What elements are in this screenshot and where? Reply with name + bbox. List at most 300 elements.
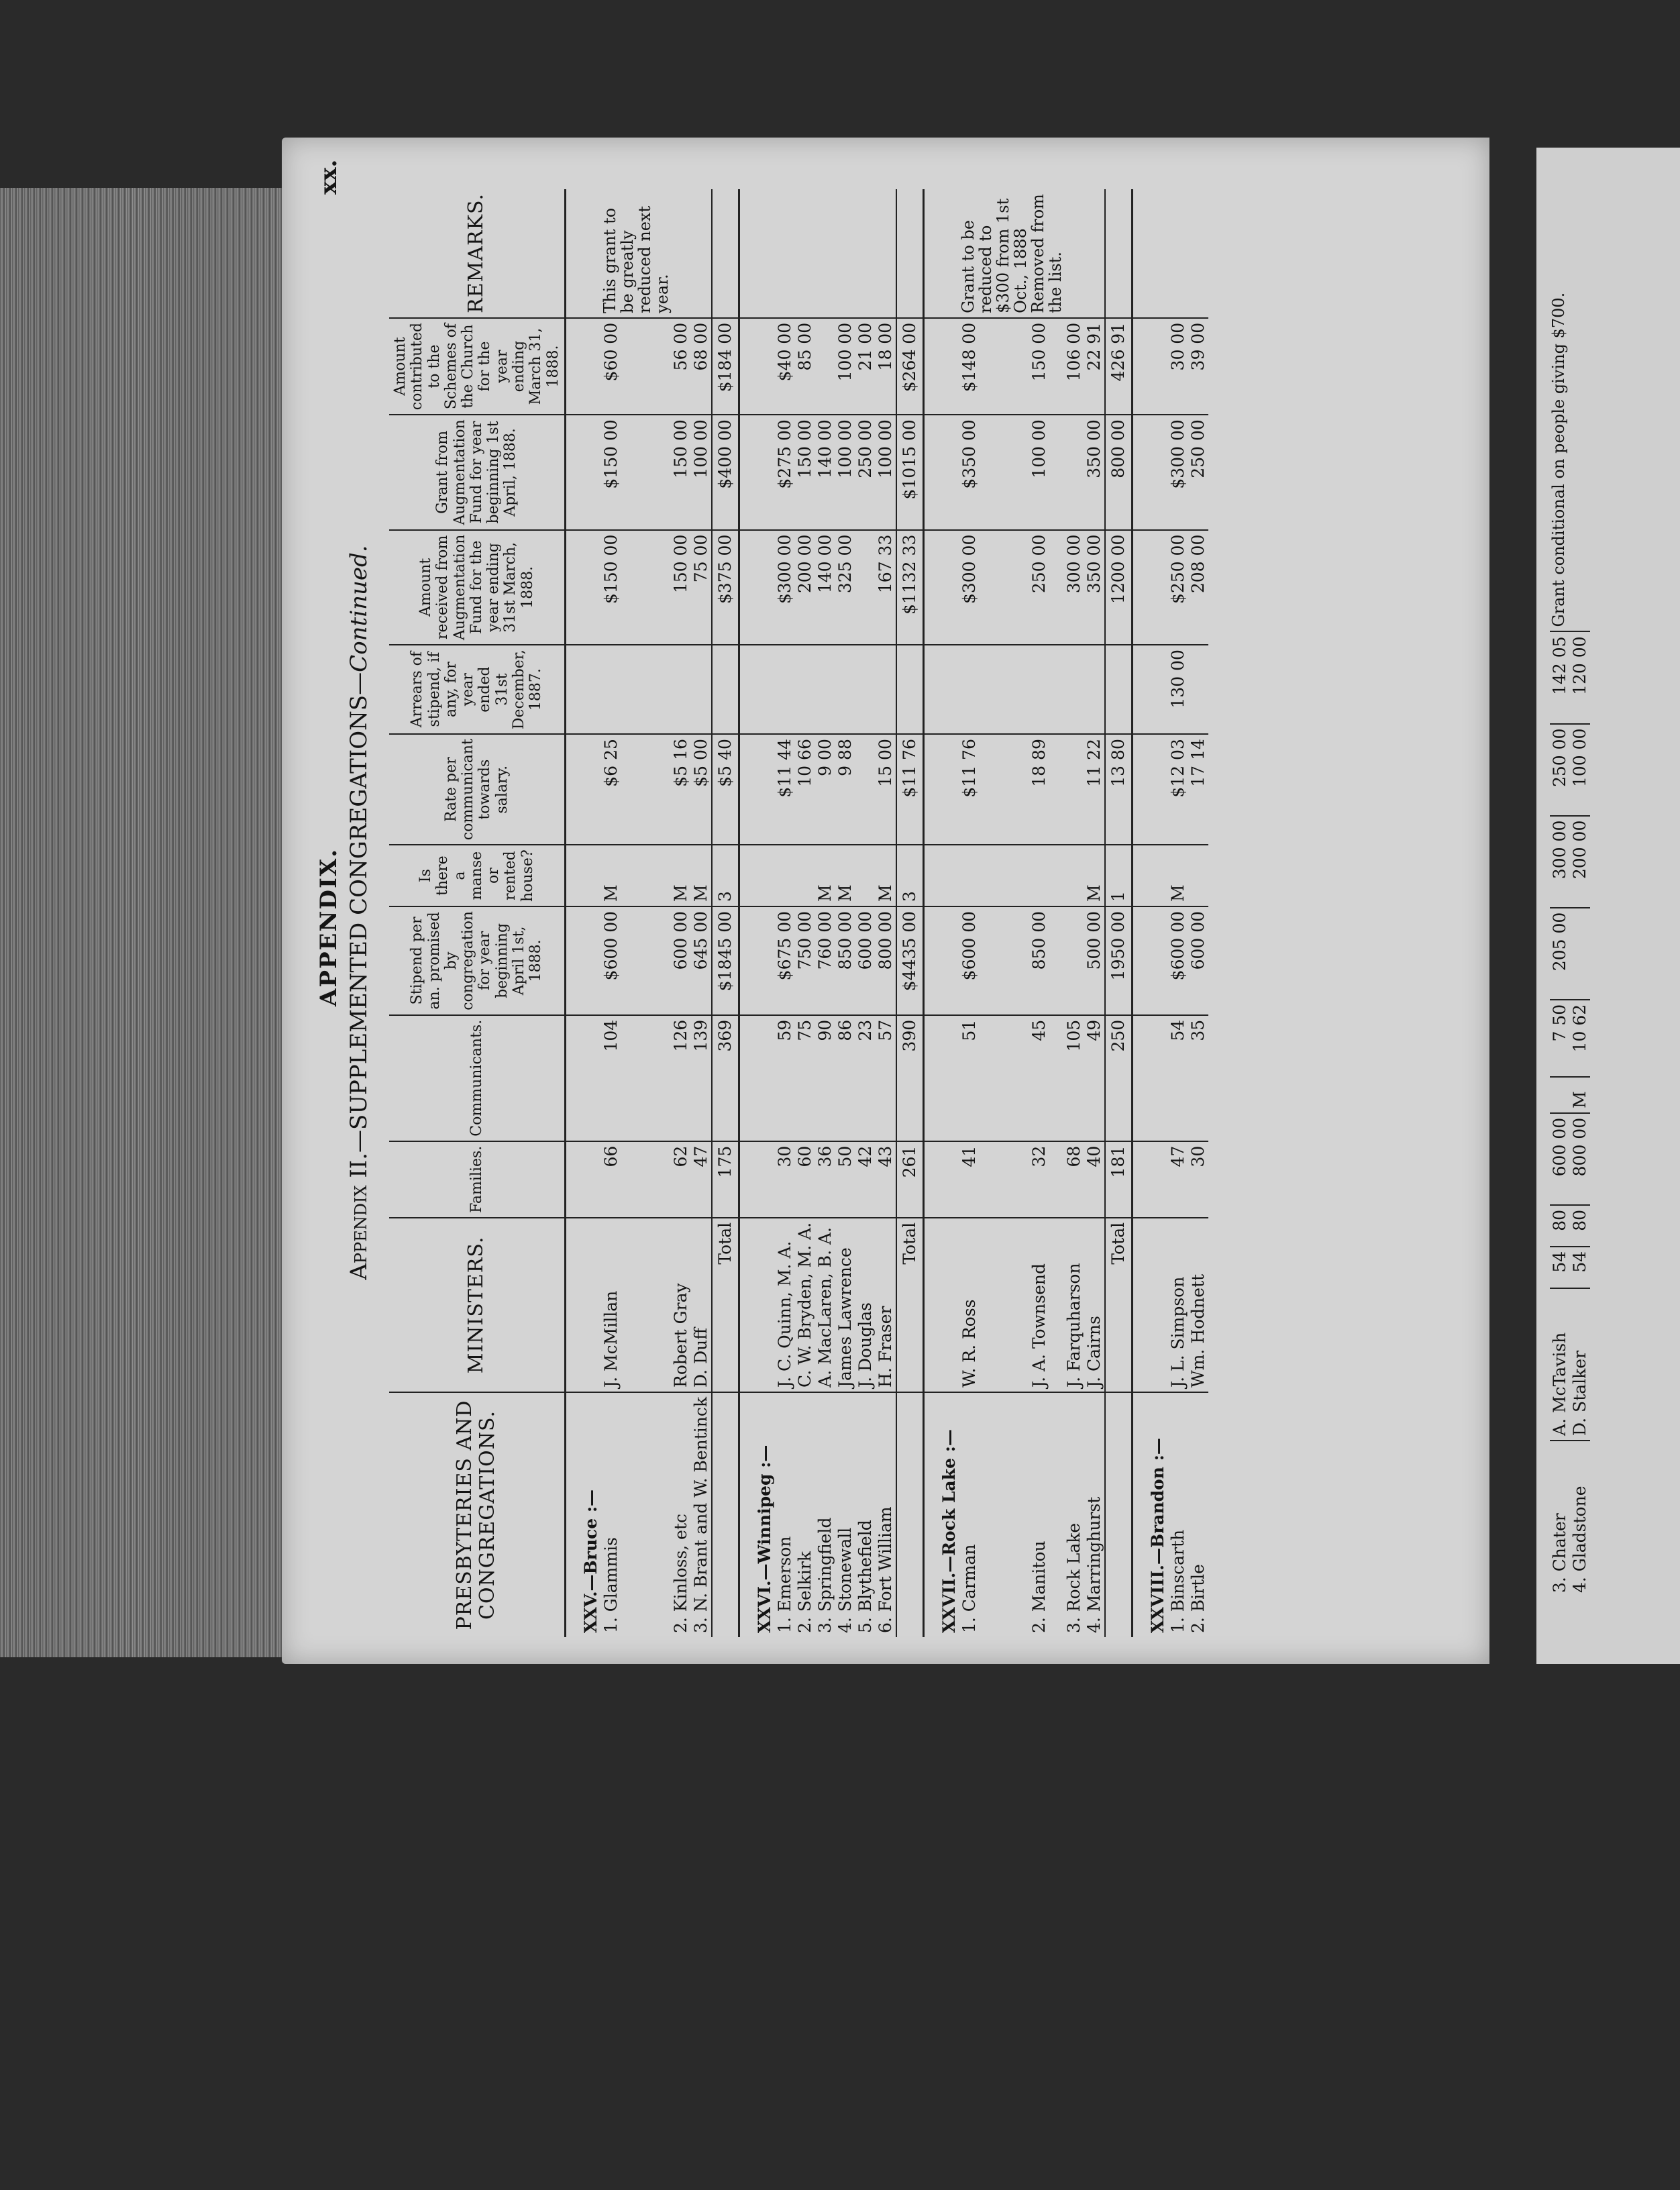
empty-cell xyxy=(1132,189,1168,318)
total-contr: $184 00 xyxy=(712,318,739,415)
cell-arr xyxy=(835,645,855,734)
cell-min: J. Douglas xyxy=(855,1218,876,1392)
cell-rec: 300 00 xyxy=(1550,816,1570,908)
cell-stip: 500 00 xyxy=(1084,906,1105,1015)
right-page-rotated xyxy=(1536,148,1680,1664)
total-label: Total xyxy=(896,1218,924,1392)
cell-grant: 100 00 xyxy=(1570,724,1590,816)
empty-cell xyxy=(739,415,775,529)
continuation-table xyxy=(1550,168,1590,1597)
cell-com: 105 xyxy=(1064,1015,1084,1141)
cell-min: J. A. Townsend xyxy=(1029,1218,1064,1392)
cell-contr: $148 00 xyxy=(959,318,1029,415)
cell-grant xyxy=(1064,415,1084,529)
empty-cell xyxy=(1132,845,1168,906)
cell-com: 51 xyxy=(959,1015,1029,1141)
cell-com: 45 xyxy=(1029,1015,1064,1141)
total-com: 250 xyxy=(1105,1015,1133,1141)
cell-cong: 2. Manitou xyxy=(1029,1541,1049,1633)
cell-manse: M xyxy=(1570,1077,1590,1113)
cell-cong: 3. N. Brant and W. Bentinck xyxy=(690,1396,711,1633)
cell-cong: 4. Marringhurst xyxy=(1084,1496,1104,1633)
cell-arr xyxy=(691,645,712,734)
cell-grant: $300 00 xyxy=(1168,415,1188,529)
header-arrears: Arrears of stipend, if any, for year ended 31st December, 1887. xyxy=(389,645,565,734)
table-row xyxy=(835,189,855,1637)
cell-manse xyxy=(855,845,876,906)
total-fam: 175 xyxy=(712,1141,739,1218)
table-row xyxy=(1168,189,1188,1637)
cell-rec: 350 00 xyxy=(1084,530,1105,645)
cell-min: J. McMillan xyxy=(601,1218,671,1392)
cell-cong: 3. Rock Lake xyxy=(1063,1522,1084,1633)
table-row xyxy=(855,189,876,1637)
total-stip: $4435 00 xyxy=(896,906,924,1015)
table-row xyxy=(959,189,1029,1637)
total-rem xyxy=(896,189,924,318)
total-grant: $1015 00 xyxy=(896,415,924,529)
cell-arr xyxy=(1570,908,1590,1000)
cell-rem xyxy=(1168,189,1188,318)
presbytery-name: XXVIII.—Brandon :— xyxy=(1147,1438,1167,1633)
cell-grant: 250 00 xyxy=(1188,415,1208,529)
presbytery-heading-row xyxy=(739,189,775,1637)
cell-min: H. Fraser xyxy=(876,1218,896,1392)
cell-arr xyxy=(1064,645,1084,734)
cell-arr: 205 00 xyxy=(1550,908,1570,1000)
cell-fam: 40 xyxy=(1084,1141,1105,1218)
cell-min: D. Stalker xyxy=(1570,1288,1590,1441)
continuation-body xyxy=(1550,168,1590,1597)
cell-fam: 43 xyxy=(876,1141,896,1218)
cell-min: J. L. Simpson xyxy=(1168,1218,1188,1392)
cell-contr: 150 00 xyxy=(1029,318,1064,415)
cell-arr xyxy=(1084,645,1105,734)
cell-cong: 1. Binscarth xyxy=(1167,1529,1188,1633)
cell-manse xyxy=(795,845,815,906)
cell-rec: $300 00 xyxy=(775,530,795,645)
cell-rem xyxy=(1084,189,1105,318)
header-contributed: Amount contributed to the Schemes of the Church for the year ending March 31, 1888. xyxy=(389,318,565,415)
cell-fam: 36 xyxy=(815,1141,835,1218)
empty-cell xyxy=(565,1141,601,1218)
empty-cell xyxy=(739,1218,775,1392)
table-row xyxy=(1084,189,1105,1637)
header-ministers: MINISTERS. xyxy=(389,1218,565,1392)
cell-cong: 3. Chater xyxy=(1550,1513,1569,1593)
cell-min: D. Duff xyxy=(691,1218,712,1392)
table-row xyxy=(671,189,691,1637)
cell-rate: 7 50 xyxy=(1550,1000,1570,1078)
cell-manse xyxy=(1550,1077,1570,1113)
cell-rec: 167 33 xyxy=(876,530,896,645)
table-row xyxy=(1188,189,1208,1637)
cell-rate: 17 14 xyxy=(1188,734,1208,845)
cell-grant: 140 00 xyxy=(815,415,835,529)
empty-cell xyxy=(565,415,601,529)
table-row xyxy=(795,189,815,1637)
total-com: 390 xyxy=(896,1015,924,1141)
cell-rate: $5 00 xyxy=(691,734,712,845)
cell-arr xyxy=(876,645,896,734)
page-number: xx. xyxy=(315,159,342,195)
cell-contr: 142 05 xyxy=(1550,631,1570,723)
cell-rec: $150 00 xyxy=(601,530,671,645)
empty-cell xyxy=(565,645,601,734)
cell-fam: 54 xyxy=(1570,1247,1590,1288)
cell-contr: 21 00 xyxy=(855,318,876,415)
empty-cell xyxy=(565,530,601,645)
empty-cell xyxy=(1132,1141,1168,1218)
total-stip: $1845 00 xyxy=(712,906,739,1015)
cell-rate: 11 22 xyxy=(1084,734,1105,845)
cell-cong: 2. Selkirk xyxy=(794,1551,815,1633)
cell-rem xyxy=(855,189,876,318)
cell-min: J. C. Quinn, M. A. xyxy=(775,1218,795,1392)
cell-rec: 140 00 xyxy=(815,530,835,645)
cell-stip: 600 00 xyxy=(1550,1113,1570,1205)
cell-stip: $600 00 xyxy=(959,906,1029,1015)
cell-cong: 6. Fort William xyxy=(875,1506,895,1633)
book-page-edges xyxy=(0,188,295,1657)
cell-com: 80 xyxy=(1570,1205,1590,1247)
header-received: Amount received from Augmentation Fund for the year ending 31st March, 1888. xyxy=(389,530,565,645)
empty-cell xyxy=(1132,530,1168,645)
table-row xyxy=(1064,189,1084,1637)
left-page xyxy=(282,138,1489,1664)
cell-grant: 350 00 xyxy=(1084,415,1105,529)
cell-manse xyxy=(959,845,1029,906)
cell-min: James Lawrence xyxy=(835,1218,855,1392)
cell-rec: 250 00 xyxy=(1029,530,1064,645)
supplemented-congregations-table xyxy=(389,189,1208,1637)
cell-arr xyxy=(959,645,1029,734)
presbytery-heading-row xyxy=(565,189,601,1637)
cell-com: 59 xyxy=(775,1015,795,1141)
total-manse: 3 xyxy=(712,845,739,906)
cell-rate: 15 00 xyxy=(876,734,896,845)
cell-rate: $12 03 xyxy=(1168,734,1188,845)
cell-contr: 106 00 xyxy=(1064,318,1084,415)
cell-fam: 50 xyxy=(835,1141,855,1218)
header-manse: Is there a manse or rented house? xyxy=(389,845,565,906)
cell-contr: 18 00 xyxy=(876,318,896,415)
cell-rem xyxy=(1064,189,1084,318)
cell-rem xyxy=(876,189,896,318)
title-continued: Continued. xyxy=(346,545,372,672)
cell-rem: This grant to be greatly reduced next year. xyxy=(601,189,671,318)
cell-fam: 32 xyxy=(1029,1141,1064,1218)
cell-fam: 68 xyxy=(1064,1141,1084,1218)
total-rem xyxy=(1105,189,1133,318)
empty-cell xyxy=(923,1015,959,1141)
cell-manse xyxy=(1188,845,1208,906)
empty-cell xyxy=(1105,1392,1133,1637)
total-arr xyxy=(896,645,924,734)
empty-cell xyxy=(712,1392,739,1637)
table-row xyxy=(876,189,896,1637)
cell-grant: $350 00 xyxy=(959,415,1029,529)
cell-cong: 5. Blythefield xyxy=(855,1520,875,1633)
total-contr: $264 00 xyxy=(896,318,924,415)
empty-cell xyxy=(739,1015,775,1141)
cell-rec: 150 00 xyxy=(671,530,691,645)
cell-stip: 750 00 xyxy=(795,906,815,1015)
cell-min: Robert Gray xyxy=(671,1218,691,1392)
cell-grant: 100 00 xyxy=(876,415,896,529)
cell-stip: 850 00 xyxy=(835,906,855,1015)
cell-rec: $250 00 xyxy=(1168,530,1188,645)
cell-rem xyxy=(775,189,795,318)
cell-rem xyxy=(1570,168,1590,631)
total-fam: 181 xyxy=(1105,1141,1133,1218)
cell-contr: 85 00 xyxy=(795,318,815,415)
cell-cong: 4. Gladstone xyxy=(1570,1485,1589,1593)
cell-cong: 1. Glammis xyxy=(600,1537,621,1633)
cell-fam: 30 xyxy=(1188,1141,1208,1218)
cell-grant: 100 00 xyxy=(835,415,855,529)
table-body xyxy=(565,189,1208,1637)
empty-cell xyxy=(739,1141,775,1218)
cell-rem: Grant conditional on people giving $700. xyxy=(1550,168,1570,631)
cell-rate: 10 62 xyxy=(1570,1000,1590,1078)
cell-stip: 850 00 xyxy=(1029,906,1064,1015)
total-rec: 1200 00 xyxy=(1105,530,1133,645)
cell-cong: 2. Kinloss, etc xyxy=(670,1513,690,1633)
cell-manse: M xyxy=(1168,845,1188,906)
empty-cell xyxy=(1132,415,1168,529)
cell-rec xyxy=(855,530,876,645)
cell-com: 57 xyxy=(876,1015,896,1141)
cell-fam: 47 xyxy=(1168,1141,1188,1218)
cell-contr: 120 00 xyxy=(1570,631,1590,723)
header-stipend: Stipend per an. promised by congregation for year beginning April 1st, 1888. xyxy=(389,906,565,1015)
cell-rec: 300 00 xyxy=(1064,530,1084,645)
empty-cell xyxy=(565,1218,601,1392)
cell-fam: 66 xyxy=(601,1141,671,1218)
cell-contr: $60 00 xyxy=(601,318,671,415)
cell-min: J. Farquharson xyxy=(1064,1218,1084,1392)
cell-manse: M xyxy=(1084,845,1105,906)
cell-rate: 9 88 xyxy=(835,734,855,845)
cell-rem xyxy=(1188,189,1208,318)
table-row xyxy=(691,189,712,1637)
presbytery-name: XXVI.—Winnipeg :— xyxy=(754,1445,774,1633)
cell-rate: $5 16 xyxy=(671,734,691,845)
header-rate: Rate per communicant towards salary. xyxy=(389,734,565,845)
header-row xyxy=(389,189,565,1637)
cell-fam: 54 xyxy=(1550,1247,1570,1288)
total-grant: $400 00 xyxy=(712,415,739,529)
cell-rate xyxy=(855,734,876,845)
table-row xyxy=(775,189,795,1637)
cell-rec: 208 00 xyxy=(1188,530,1208,645)
total-rec: $375 00 xyxy=(712,530,739,645)
title-prefix: Appendix xyxy=(346,1185,372,1280)
empty-cell xyxy=(565,1015,601,1141)
empty-cell xyxy=(739,530,775,645)
cell-grant: 250 00 xyxy=(1550,724,1570,816)
cell-rem xyxy=(835,189,855,318)
cell-manse: M xyxy=(691,845,712,906)
cell-cong: 1. Emerson xyxy=(774,1536,794,1633)
cell-contr: 68 00 xyxy=(691,318,712,415)
cell-arr: 130 00 xyxy=(1168,645,1188,734)
cell-stip: 800 00 xyxy=(876,906,896,1015)
cell-manse xyxy=(775,845,795,906)
cell-arr xyxy=(775,645,795,734)
empty-cell xyxy=(565,845,601,906)
cell-stip: 645 00 xyxy=(691,906,712,1015)
cell-min: W. R. Ross xyxy=(959,1218,1029,1392)
cell-grant: 250 00 xyxy=(855,415,876,529)
cell-rate: $6 25 xyxy=(601,734,671,845)
cell-manse: M xyxy=(835,845,855,906)
cell-rate: 10 66 xyxy=(795,734,815,845)
empty-cell xyxy=(923,189,959,318)
total-arr xyxy=(1105,645,1133,734)
cell-min: A. MacLaren, B. A. xyxy=(815,1218,835,1392)
cell-rec: 75 00 xyxy=(691,530,712,645)
total-rate: 13 80 xyxy=(1105,734,1133,845)
empty-cell xyxy=(739,189,775,318)
total-manse: 1 xyxy=(1105,845,1133,906)
cell-manse: M xyxy=(601,845,671,906)
cell-contr: 39 00 xyxy=(1188,318,1208,415)
empty-cell xyxy=(923,1141,959,1218)
cell-com: 35 xyxy=(1188,1015,1208,1141)
cell-contr: 56 00 xyxy=(671,318,691,415)
right-page xyxy=(1536,148,1680,1664)
cell-stip: $675 00 xyxy=(775,906,795,1015)
cell-rec: $300 00 xyxy=(959,530,1029,645)
empty-cell xyxy=(1132,645,1168,734)
total-manse: 3 xyxy=(896,845,924,906)
empty-cell xyxy=(565,318,601,415)
cell-stip: 600 00 xyxy=(855,906,876,1015)
cell-rate: 18 89 xyxy=(1029,734,1064,845)
empty-cell xyxy=(923,415,959,529)
cell-contr: $40 00 xyxy=(775,318,795,415)
total-rate: $11 76 xyxy=(896,734,924,845)
total-row xyxy=(1105,189,1133,1637)
total-arr xyxy=(712,645,739,734)
cell-rate xyxy=(1064,734,1084,845)
cell-rem xyxy=(815,189,835,318)
empty-cell xyxy=(923,530,959,645)
cell-rate: $11 44 xyxy=(775,734,795,845)
empty-cell xyxy=(923,645,959,734)
cell-arr xyxy=(601,645,671,734)
header-families: Families. xyxy=(389,1141,565,1218)
cell-contr: 22 91 xyxy=(1084,318,1105,415)
total-stip: 1950 00 xyxy=(1105,906,1133,1015)
empty-cell xyxy=(1132,906,1168,1015)
total-contr: 426 91 xyxy=(1105,318,1133,415)
running-head: APPENDIX. xyxy=(315,847,342,1006)
empty-cell xyxy=(565,189,601,318)
empty-cell xyxy=(739,645,775,734)
cell-arr xyxy=(1188,645,1208,734)
cell-fam: 42 xyxy=(855,1141,876,1218)
cell-manse xyxy=(1029,845,1064,906)
cell-stip: 800 00 xyxy=(1570,1113,1590,1205)
empty-cell xyxy=(565,906,601,1015)
cell-rec: 200 00 xyxy=(795,530,815,645)
cell-stip: 760 00 xyxy=(815,906,835,1015)
cell-rec: 325 00 xyxy=(835,530,855,645)
total-row xyxy=(896,189,924,1637)
presbytery-heading-row xyxy=(923,189,959,1637)
header-remarks: REMARKS. xyxy=(389,189,565,318)
cell-com: 23 xyxy=(855,1015,876,1141)
cell-contr: 100 00 xyxy=(835,318,855,415)
cell-manse xyxy=(1064,845,1084,906)
total-com: 369 xyxy=(712,1015,739,1141)
table-row xyxy=(815,189,835,1637)
cell-arr xyxy=(671,645,691,734)
presbytery-heading-row xyxy=(1132,189,1168,1637)
empty-cell xyxy=(1132,734,1168,845)
cell-cong: 2. Birtle xyxy=(1188,1564,1208,1633)
empty-cell xyxy=(1132,318,1168,415)
cell-fam: 60 xyxy=(795,1141,815,1218)
cell-manse: M xyxy=(876,845,896,906)
empty-cell xyxy=(1132,1218,1168,1392)
cell-rem xyxy=(795,189,815,318)
empty-cell xyxy=(1132,1015,1168,1141)
cell-fam: 41 xyxy=(959,1141,1029,1218)
cell-fam: 47 xyxy=(691,1141,712,1218)
cell-stip: $600 00 xyxy=(601,906,671,1015)
cell-min: C. W. Bryden, M. A. xyxy=(795,1218,815,1392)
table-row xyxy=(1029,189,1064,1637)
table-row xyxy=(1570,168,1590,1597)
cell-com: 80 xyxy=(1550,1205,1570,1247)
total-fam: 261 xyxy=(896,1141,924,1218)
table-title xyxy=(346,242,372,1583)
cell-rem: Removed from the list. xyxy=(1029,189,1064,318)
cell-com: 126 xyxy=(671,1015,691,1141)
cell-rem xyxy=(671,189,691,318)
cell-arr xyxy=(795,645,815,734)
empty-cell xyxy=(739,318,775,415)
cell-stip: 600 00 xyxy=(671,906,691,1015)
total-label: Total xyxy=(1105,1218,1133,1392)
cell-rec: 200 00 xyxy=(1570,816,1590,908)
cell-min: Wm. Hodnett xyxy=(1188,1218,1208,1392)
cell-fam: 30 xyxy=(775,1141,795,1218)
total-row xyxy=(712,189,739,1637)
empty-cell xyxy=(923,734,959,845)
header-grant: Grant from Augmentation Fund for year beginning 1st April, 1888. xyxy=(389,415,565,529)
empty-cell xyxy=(896,1392,924,1637)
empty-cell xyxy=(739,845,775,906)
cell-grant: $275 00 xyxy=(775,415,795,529)
title-main: II.—SUPPLEMENTED CONGREGATIONS— xyxy=(346,672,372,1178)
cell-manse: M xyxy=(815,845,835,906)
cell-com: 54 xyxy=(1168,1015,1188,1141)
cell-com: 75 xyxy=(795,1015,815,1141)
table-row xyxy=(1550,168,1570,1597)
empty-cell xyxy=(923,1218,959,1392)
cell-rem: Grant to be reduced to $300 from 1st Oct., 1888 xyxy=(959,189,1029,318)
header-presbyteries: PRESBYTERIES AND CONGREGATIONS. xyxy=(389,1392,565,1637)
cell-cong: 1. Carman xyxy=(959,1544,979,1633)
cell-stip xyxy=(1064,906,1084,1015)
cell-grant: 150 00 xyxy=(795,415,815,529)
empty-cell xyxy=(565,734,601,845)
